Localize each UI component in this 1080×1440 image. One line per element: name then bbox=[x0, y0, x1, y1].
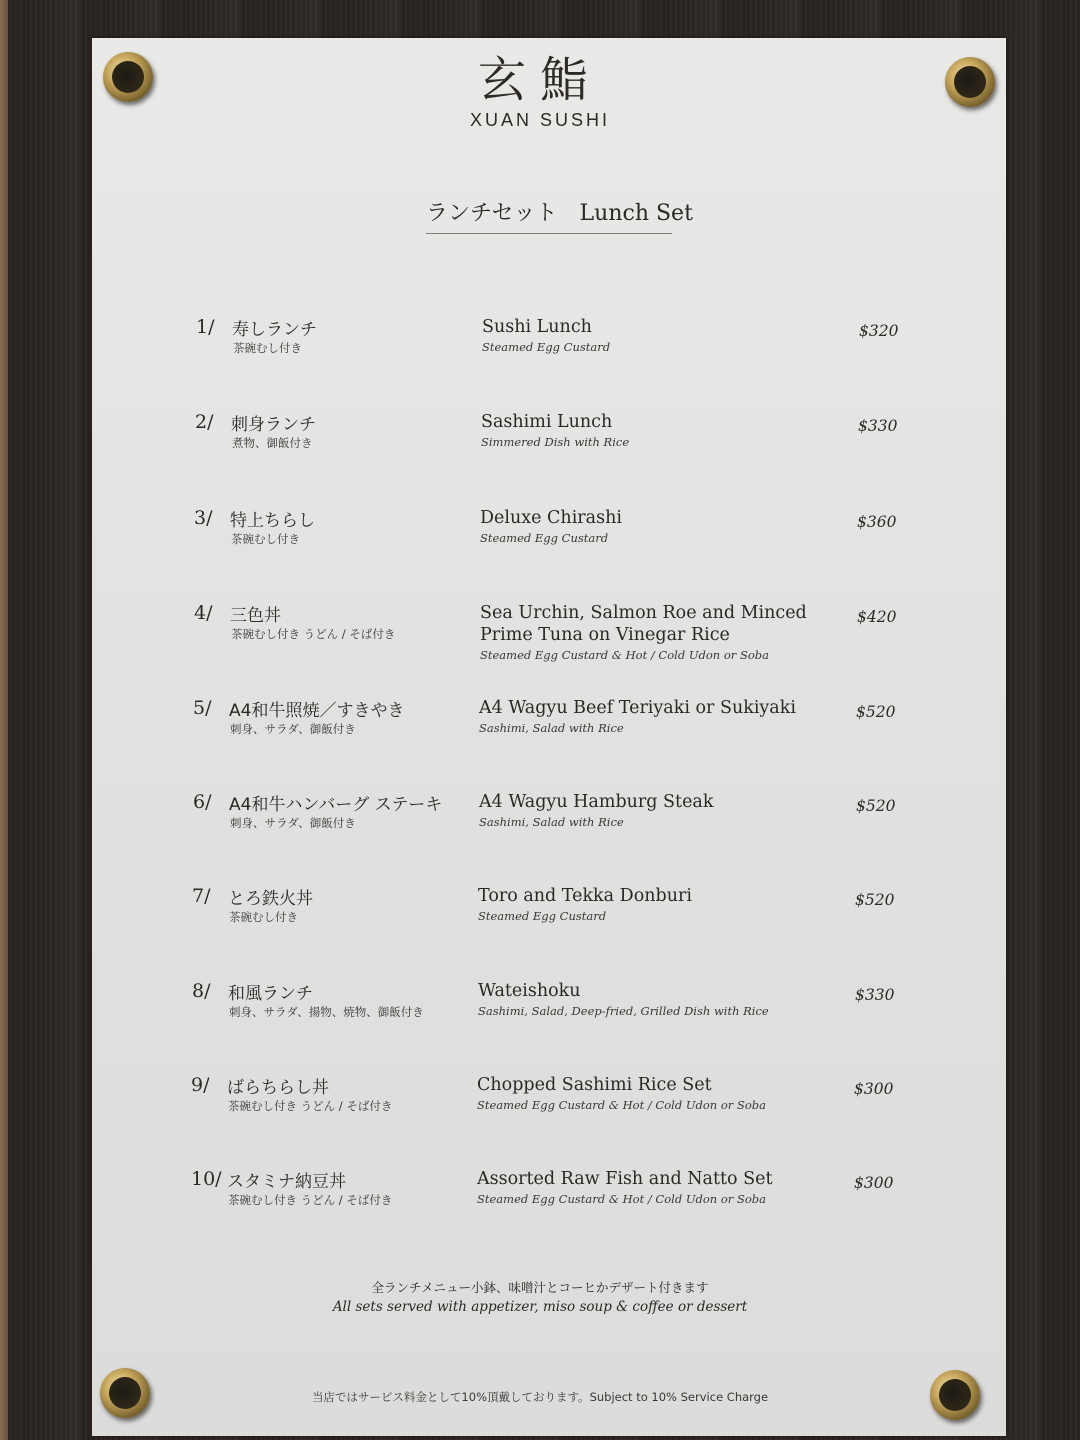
item-detail-jp: 茶碗むし付き うどん / そば付き bbox=[231, 627, 396, 641]
service-charge-note: 当店ではサービス料金として10%頂戴しております。Subject to 10% Service Charge bbox=[311, 1390, 769, 1404]
item-name-jp: A4和牛ハンバーグ ステーキ bbox=[229, 795, 443, 815]
item-name-jp: 寿しランチ bbox=[232, 320, 317, 340]
item-detail-en: Steamed Egg Custard bbox=[478, 909, 607, 923]
item-name-en: A4 Wagyu Beef Teriyaki or Sukiyaki bbox=[479, 698, 796, 718]
restaurant-logo bbox=[0, 52, 1080, 131]
logo-kanji: 玄鮨 bbox=[477, 52, 602, 108]
item-name-jp: 三色丼 bbox=[230, 606, 281, 626]
menu-title-block bbox=[426, 196, 693, 234]
item-detail-en: Simmered Dish with Rice bbox=[481, 435, 630, 449]
item-detail-jp: 刺身、サラダ、御飯付き bbox=[230, 722, 356, 736]
menu-card bbox=[92, 38, 1006, 1436]
item-detail-en: Sashimi, Salad with Rice bbox=[479, 815, 624, 829]
item-name-en: Toro and Tekka Donburi bbox=[478, 886, 692, 906]
item-price: $300 bbox=[854, 1080, 894, 1098]
item-price: $320 bbox=[859, 322, 899, 340]
item-detail-en: Steamed Egg Custard bbox=[480, 531, 609, 545]
item-number: 8/ bbox=[192, 980, 211, 1002]
item-name-en: Sea Urchin, Salmon Roe and Minced bbox=[480, 603, 807, 623]
item-name-en: Sushi Lunch bbox=[482, 317, 592, 337]
item-name-en: Deluxe Chirashi bbox=[480, 508, 622, 528]
item-detail-en: Steamed Egg Custard bbox=[482, 340, 611, 354]
item-name-jp: スタミナ納豆丼 bbox=[227, 1172, 346, 1192]
item-price: $420 bbox=[857, 608, 897, 626]
item-detail-en: Steamed Egg Custard & Hot / Cold Udon or Soba bbox=[480, 648, 769, 662]
item-price: $360 bbox=[857, 513, 897, 531]
item-detail-jp: 茶碗むし付き bbox=[233, 341, 302, 355]
item-number: 10/ bbox=[191, 1168, 222, 1190]
wall-edge bbox=[0, 0, 8, 1440]
item-number: 5/ bbox=[193, 697, 212, 719]
item-detail-jp: 刺身、サラダ、御飯付き bbox=[230, 816, 356, 830]
item-detail-en: Steamed Egg Custard & Hot / Cold Udon or Soba bbox=[477, 1098, 766, 1112]
item-price: $520 bbox=[855, 891, 895, 909]
item-name-jp: とろ鉄火丼 bbox=[228, 889, 313, 909]
item-price: $330 bbox=[855, 986, 895, 1004]
item-detail-en: Steamed Egg Custard & Hot / Cold Udon or Soba bbox=[477, 1192, 766, 1206]
item-number: 6/ bbox=[193, 791, 212, 813]
item-name-jp: ばらちらし丼 bbox=[227, 1078, 329, 1098]
item-name-jp: 特上ちらし bbox=[230, 511, 315, 531]
logo-name: XUAN SUSHI bbox=[469, 110, 611, 130]
item-number: 7/ bbox=[192, 885, 211, 907]
item-name-en: Sashimi Lunch bbox=[481, 412, 613, 432]
item-number: 4/ bbox=[194, 602, 213, 624]
item-detail-jp: 茶碗むし付き bbox=[229, 910, 298, 924]
item-name-en: Wateishoku bbox=[478, 981, 581, 1001]
item-price: $520 bbox=[856, 703, 896, 721]
item-number: 3/ bbox=[194, 507, 213, 529]
item-number: 2/ bbox=[195, 411, 214, 433]
item-detail-jp: 煮物、御飯付き bbox=[232, 436, 313, 450]
item-detail-jp: 刺身、サラダ、揚物、焼物、御飯付き bbox=[229, 1005, 424, 1019]
title-underline bbox=[426, 233, 672, 234]
item-detail-en: Sashimi, Salad with Rice bbox=[479, 721, 624, 735]
item-price: $300 bbox=[854, 1174, 894, 1192]
item-name-en: Assorted Raw Fish and Natto Set bbox=[477, 1169, 773, 1189]
item-number: 9/ bbox=[191, 1074, 210, 1096]
item-price: $330 bbox=[858, 417, 898, 435]
item-name-jp: A4和牛照焼／すきやき bbox=[229, 701, 405, 721]
menu-title: ランチセット Lunch Set bbox=[426, 201, 693, 226]
item-name-jp: 和風ランチ bbox=[228, 984, 313, 1004]
item-number: 1/ bbox=[196, 316, 215, 338]
item-detail-en: Sashimi, Salad, Deep-fried, Grilled Dish with Rice bbox=[478, 1004, 769, 1018]
item-price: $520 bbox=[856, 797, 896, 815]
item-detail-jp: 茶碗むし付き bbox=[231, 532, 300, 546]
footer-note-en: All sets served with appetizer, miso soup & coffee or dessert bbox=[332, 1299, 748, 1315]
item-name-en: Prime Tuna on Vinegar Rice bbox=[480, 625, 730, 645]
item-detail-jp: 茶碗むし付き うどん / そば付き bbox=[228, 1099, 393, 1113]
item-name-en: Chopped Sashimi Rice Set bbox=[477, 1075, 712, 1095]
item-name-en: A4 Wagyu Hamburg Steak bbox=[479, 792, 714, 812]
item-detail-jp: 茶碗むし付き うどん / そば付き bbox=[228, 1193, 393, 1207]
footer-note-jp: 全ランチメニュー小鉢、味噌汁とコーヒかデザート付きます bbox=[371, 1280, 709, 1295]
item-name-jp: 刺身ランチ bbox=[231, 415, 316, 435]
